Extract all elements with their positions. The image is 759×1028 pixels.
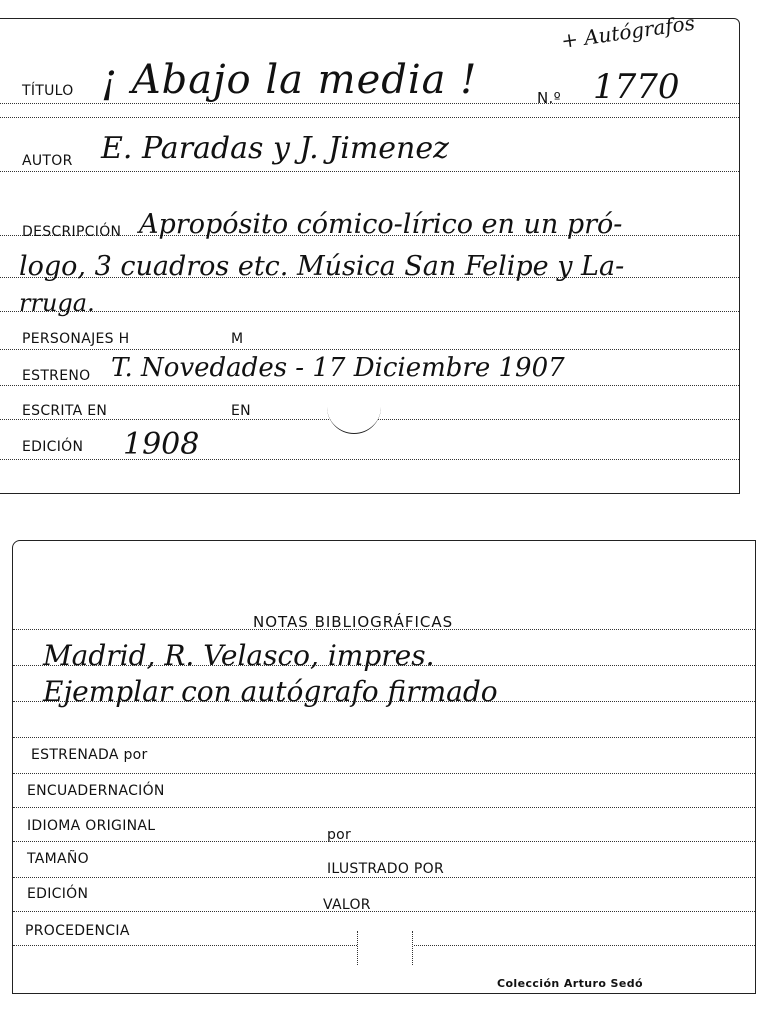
descripcion-line-1: Apropósito cómico-lírico en un pró-: [139, 209, 623, 240]
ruled-line: [13, 911, 755, 912]
notas-heading: NOTAS BIBLIOGRÁFICAS: [253, 613, 454, 631]
ruled-line: [13, 841, 755, 842]
edicion-label: EDICIÓN: [27, 886, 89, 902]
ruled-line: [0, 117, 739, 118]
ruled-line: [0, 459, 739, 460]
ruled-line: [13, 877, 755, 878]
ruled-line: [0, 385, 739, 386]
note-line-1: Madrid, R. Velasco, impres.: [43, 639, 435, 672]
escrita-en-2-label: EN: [231, 403, 251, 419]
procedencia-label: PROCEDENCIA: [25, 923, 130, 939]
edicion-value: 1908: [123, 427, 200, 462]
descripcion-label: DESCRIPCIÓN: [22, 224, 122, 240]
catalog-card-front: [0, 10, 740, 494]
escrita-en-label: ESCRITA EN: [22, 403, 108, 419]
punch-hole: [327, 403, 381, 434]
autografos-note: + Autógrafos: [559, 10, 697, 53]
numero-label: N.º: [537, 89, 561, 107]
por-label: por: [327, 827, 352, 843]
valor-label: VALOR: [323, 897, 371, 913]
punch-hole: [357, 931, 413, 965]
catalog-card-back: [12, 540, 756, 994]
ruled-line: [13, 773, 755, 774]
descripcion-line-2: logo, 3 cuadros etc. Música San Felipe y La-: [19, 251, 625, 282]
encuadernacion-label: ENCUADERNACIÓN: [27, 783, 165, 799]
note-line-2: Ejemplar con autógrafo firmado: [43, 675, 498, 708]
titulo-label: TÍTULO: [22, 83, 74, 99]
ruled-line: [13, 737, 755, 738]
ruled-line: [0, 311, 739, 312]
personajes-m-label: M: [231, 331, 244, 347]
ruled-line: [0, 171, 739, 172]
estrenada-por-label: ESTRENADA por: [31, 747, 148, 763]
ruled-line: [13, 807, 755, 808]
autor-value: E. Paradas y J. Jimenez: [101, 131, 449, 166]
titulo-value: ¡ Abajo la media !: [101, 57, 478, 103]
descripcion-line-3: rruga.: [19, 289, 95, 317]
estreno-value: T. Novedades - 17 Diciembre 1907: [111, 353, 565, 383]
ilustrado-por-label: ILUSTRADO POR: [327, 861, 444, 877]
tamano-label: TAMAÑO: [27, 851, 89, 867]
numero-value: 1770: [593, 67, 680, 107]
autor-label: AUTOR: [22, 153, 73, 169]
ruled-line: [0, 349, 739, 350]
idioma-original-label: IDIOMA ORIGINAL: [27, 818, 156, 834]
personajes-label: PERSONAJES H: [22, 331, 130, 347]
estreno-label: ESTRENO: [22, 368, 91, 384]
collection-footer: Colección Arturo Sedó: [497, 977, 643, 990]
edicion-label: EDICIÓN: [22, 439, 84, 455]
